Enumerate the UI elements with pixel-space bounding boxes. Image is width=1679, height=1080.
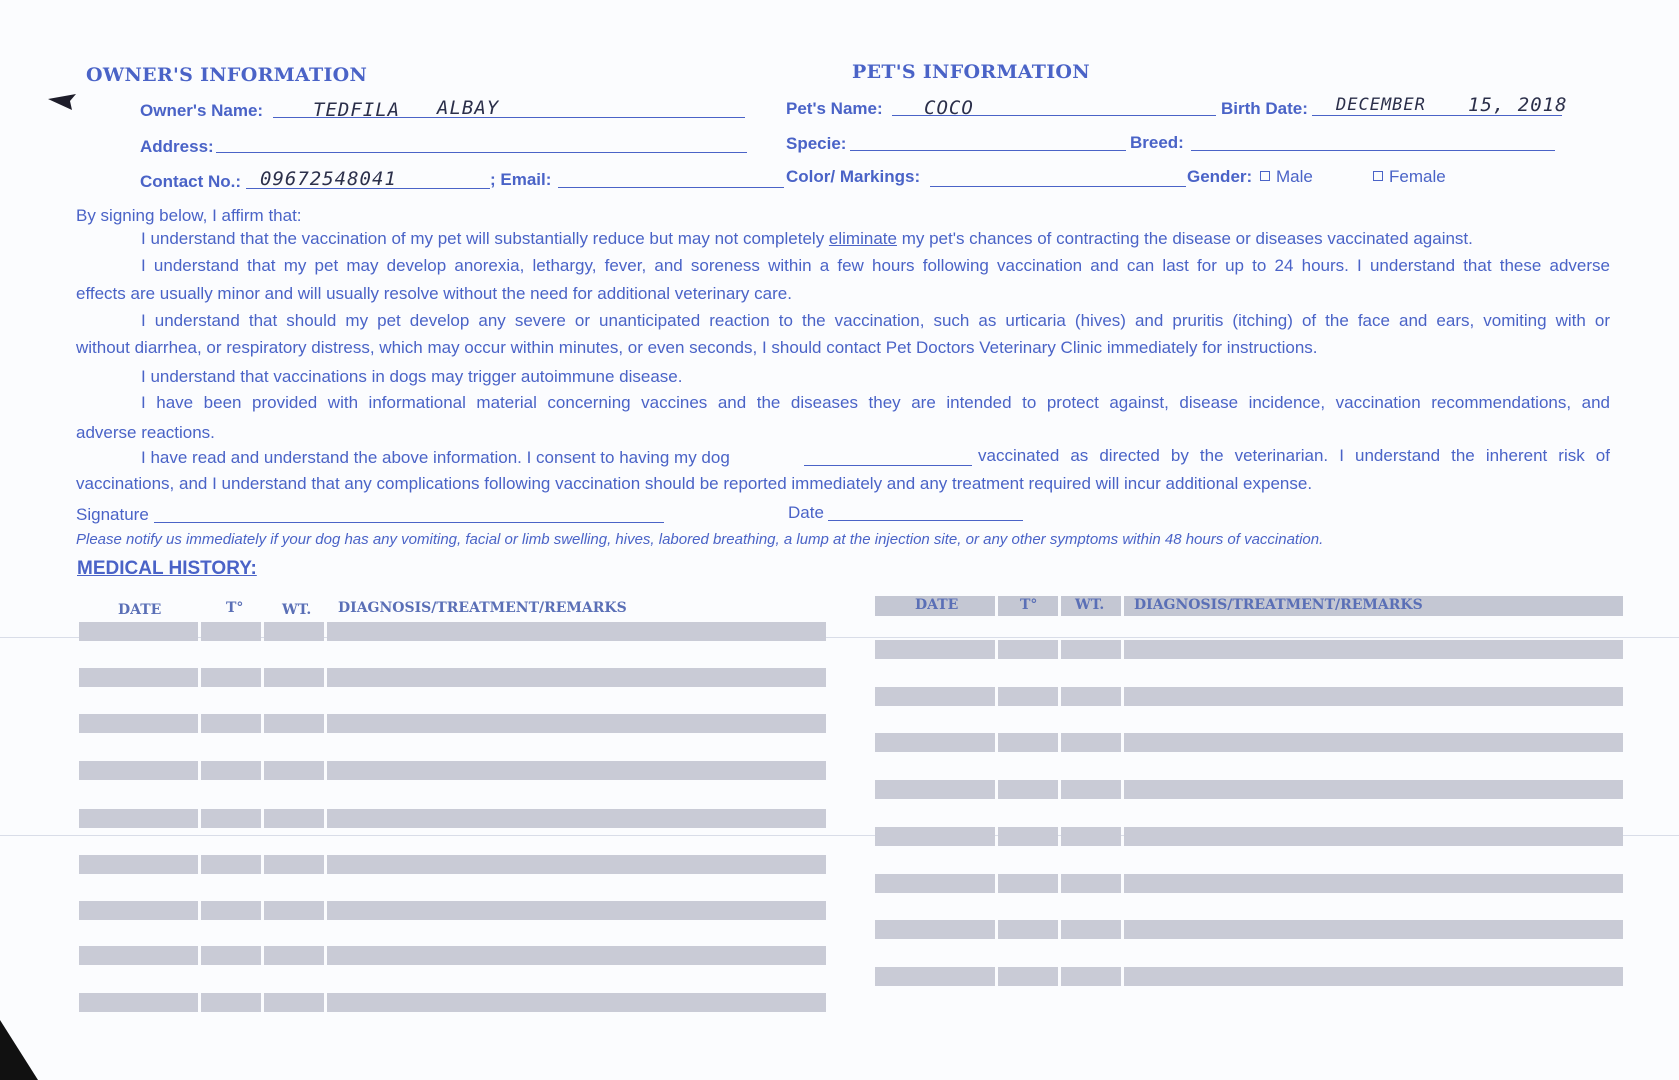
female-checkbox[interactable] xyxy=(1373,171,1383,181)
table-cell[interactable] xyxy=(1124,827,1623,846)
table-row[interactable] xyxy=(875,687,1623,706)
table-cell[interactable] xyxy=(201,668,261,687)
color-markings-label: Color/ Markings: xyxy=(786,167,921,186)
right-table-header xyxy=(875,596,1623,616)
table-cell[interactable] xyxy=(1124,967,1623,986)
birth-date-label: Birth Date: xyxy=(1221,99,1308,118)
table-cell[interactable] xyxy=(79,855,198,874)
table-row[interactable] xyxy=(875,874,1623,893)
table-cell[interactable] xyxy=(1124,920,1623,939)
table-cell[interactable] xyxy=(1061,640,1121,659)
table-cell[interactable] xyxy=(79,946,198,965)
owner-section-title: OWNER'S INFORMATION xyxy=(86,64,368,86)
medical-history-title: MEDICAL HISTORY: xyxy=(77,558,257,579)
table-row[interactable] xyxy=(875,920,1623,939)
left-col-weight: WT. xyxy=(282,602,312,618)
male-checkbox[interactable] xyxy=(1260,171,1270,181)
email-label: ; Email: xyxy=(490,170,552,189)
table-cell[interactable] xyxy=(327,946,826,965)
table-cell[interactable] xyxy=(201,809,261,828)
table-cell[interactable] xyxy=(875,827,995,846)
table-cell[interactable] xyxy=(1061,687,1121,706)
table-cell[interactable] xyxy=(264,809,324,828)
owner-last-name-value: ALBAY xyxy=(437,97,500,119)
date-field[interactable] xyxy=(828,520,1023,521)
table-cell[interactable] xyxy=(327,809,826,828)
address-field[interactable] xyxy=(216,152,747,153)
table-cell[interactable] xyxy=(264,714,324,733)
consent-paragraph-5a: I have been provided with informational material concerning vaccines and the diseases they are intended to protect against, disease incidence, vaccination recommendations, and xyxy=(141,393,1610,412)
table-cell[interactable] xyxy=(264,946,324,965)
date-label: Date xyxy=(788,503,824,522)
gender-label: Gender: xyxy=(1187,167,1253,186)
table-row[interactable] xyxy=(79,809,826,828)
table-cell[interactable] xyxy=(327,668,826,687)
table-cell[interactable] xyxy=(1124,640,1623,659)
table-cell[interactable] xyxy=(1061,827,1121,846)
right-col-diagnosis: DIAGNOSIS/TREATMENT/REMARKS xyxy=(1134,597,1423,613)
table-cell[interactable] xyxy=(1124,733,1623,752)
right-col-weight: WT. xyxy=(1075,597,1105,613)
table-cell[interactable] xyxy=(327,993,826,1012)
table-cell[interactable] xyxy=(1124,687,1623,706)
consent-paragraph-2b: effects are usually minor and will usually resolve without the need for additional veterinary care. xyxy=(76,284,792,303)
table-cell[interactable] xyxy=(201,901,261,920)
table-cell[interactable] xyxy=(79,622,198,641)
pet-name-label: Pet's Name: xyxy=(786,99,883,118)
table-row[interactable] xyxy=(79,622,826,641)
table-cell[interactable] xyxy=(264,668,324,687)
table-cell[interactable] xyxy=(264,761,324,780)
birth-day-year-value: 15, 2018 xyxy=(1468,94,1568,116)
eliminate-link: eliminate xyxy=(828,229,897,248)
table-cell[interactable] xyxy=(79,714,198,733)
table-cell[interactable] xyxy=(875,687,995,706)
table-row[interactable] xyxy=(79,855,826,874)
email-field[interactable] xyxy=(558,187,784,188)
address-label: Address: xyxy=(140,137,214,156)
specie-field[interactable] xyxy=(850,150,1126,151)
table-row[interactable] xyxy=(79,901,826,920)
table-cell[interactable] xyxy=(875,780,995,799)
consent-paragraph-1 xyxy=(141,229,1473,249)
consent-paragraph-6-post: vaccinated as directed by the veterinarian. I understand the inherent risk of xyxy=(978,446,1610,465)
table-cell[interactable] xyxy=(998,920,1058,939)
table-cell[interactable] xyxy=(1061,920,1121,939)
consent-paragraph-6-pre: I have read and understand the above information. I consent to having my dog xyxy=(141,448,730,467)
p1-text-pre: I understand that the vaccination of my pet will substantially reduce but may not completely xyxy=(141,229,829,248)
table-row[interactable] xyxy=(79,761,826,780)
table-cell[interactable] xyxy=(264,622,324,641)
left-col-diagnosis: DIAGNOSIS/TREATMENT/REMARKS xyxy=(338,600,627,616)
owner-first-name-value: TEDFILA xyxy=(313,99,401,121)
table-row[interactable] xyxy=(875,827,1623,846)
table-cell[interactable] xyxy=(998,640,1058,659)
table-cell[interactable] xyxy=(1061,780,1121,799)
consent-paragraph-4: I understand that vaccinations in dogs may trigger autoimmune disease. xyxy=(141,367,683,386)
p1-text-post: my pet's chances of contracting the disease or diseases vaccinated against. xyxy=(896,229,1473,248)
table-cell[interactable] xyxy=(1124,874,1623,893)
table-cell[interactable] xyxy=(264,855,324,874)
gender-male-option[interactable] xyxy=(1260,167,1313,187)
table-cell[interactable] xyxy=(327,901,826,920)
table-cell[interactable] xyxy=(79,901,198,920)
signature-field[interactable] xyxy=(154,522,664,523)
contact-value: 09672548041 xyxy=(260,168,397,190)
table-cell[interactable] xyxy=(264,901,324,920)
table-cell[interactable] xyxy=(264,993,324,1012)
contact-label: Contact No.: xyxy=(140,172,242,191)
table-cell[interactable] xyxy=(998,827,1058,846)
pet-section-title: PET'S INFORMATION xyxy=(852,61,1090,83)
gender-female-option[interactable] xyxy=(1373,167,1446,187)
table-cell[interactable] xyxy=(875,640,995,659)
color-markings-field[interactable] xyxy=(930,186,1186,187)
breed-field[interactable] xyxy=(1191,150,1555,151)
table-cell[interactable] xyxy=(1061,967,1121,986)
table-cell[interactable] xyxy=(201,855,261,874)
consent-paragraph-2a: I understand that my pet may develop anorexia, lethargy, fever, and soreness within a few hours following vaccination and can last for up to 24 hours. I understand that these adverse xyxy=(141,256,1610,275)
specie-label: Specie: xyxy=(786,134,847,153)
table-cell[interactable] xyxy=(79,761,198,780)
table-cell[interactable] xyxy=(998,780,1058,799)
table-cell[interactable] xyxy=(327,761,826,780)
table-row[interactable] xyxy=(875,967,1623,986)
table-cell[interactable] xyxy=(1061,874,1121,893)
consent-paragraph-3a: I understand that should my pet develop any severe or unanticipated reaction to the vaccination, such as urticaria (hives) and pruritis (itching) of the face and ears, vomiting with or xyxy=(141,311,1610,330)
consent-intro: By signing below, I affirm that: xyxy=(76,206,302,225)
table-cell[interactable] xyxy=(875,967,995,986)
breed-label: Breed: xyxy=(1130,133,1184,152)
table-cell[interactable] xyxy=(998,874,1058,893)
right-col-temp: T° xyxy=(1020,597,1038,613)
owner-name-label: Owner's Name: xyxy=(140,101,264,120)
table-cell[interactable] xyxy=(79,809,198,828)
corner-arrow-mark xyxy=(46,90,80,112)
left-col-date: DATE xyxy=(118,602,162,618)
signature-label: Signature xyxy=(76,505,149,524)
table-row[interactable] xyxy=(875,733,1623,752)
table-cell[interactable] xyxy=(327,714,826,733)
consent-paragraph-3b: without diarrhea, or respiratory distress, which may occur within minutes, or even seconds, I should contact Pet Doctors Veterinary Clinic immediately for instructions. xyxy=(76,338,1318,357)
table-row[interactable] xyxy=(79,668,826,687)
table-cell[interactable] xyxy=(201,714,261,733)
table-cell[interactable] xyxy=(998,687,1058,706)
table-cell[interactable] xyxy=(79,993,198,1012)
table-cell[interactable] xyxy=(998,733,1058,752)
page-corner-shadow xyxy=(0,1020,40,1080)
consent-paragraph-5b: adverse reactions. xyxy=(76,423,215,442)
table-cell[interactable] xyxy=(327,855,826,874)
consent-paragraph-6b: vaccinations, and I understand that any complications following vaccination should be reported immediately and any treatment required will incur additional expense. xyxy=(76,474,1313,493)
table-cell[interactable] xyxy=(998,967,1058,986)
birth-month-value: DECEMBER xyxy=(1336,95,1426,115)
table-cell[interactable] xyxy=(201,993,261,1012)
notice-text: Please notify us immediately if your dog has any vomiting, facial or limb swelling, hives, labored breathing, a lump at the injection site, or any other symptoms within 48 hours of vaccination. xyxy=(76,531,1324,548)
table-cell[interactable] xyxy=(875,874,995,893)
table-cell[interactable] xyxy=(327,622,826,641)
pet-name-value: COCO xyxy=(924,97,974,119)
table-row[interactable] xyxy=(79,714,826,733)
female-label: Female xyxy=(1389,167,1446,186)
table-cell[interactable] xyxy=(875,733,995,752)
table-row[interactable] xyxy=(79,993,826,1012)
table-cell[interactable] xyxy=(201,761,261,780)
table-cell[interactable] xyxy=(79,668,198,687)
table-row[interactable] xyxy=(875,780,1623,799)
table-cell[interactable] xyxy=(201,946,261,965)
table-row[interactable] xyxy=(79,946,826,965)
right-col-date: DATE xyxy=(915,597,959,613)
table-cell[interactable] xyxy=(1124,780,1623,799)
table-cell[interactable] xyxy=(201,622,261,641)
male-label: Male xyxy=(1276,167,1313,186)
table-cell[interactable] xyxy=(1061,733,1121,752)
table-cell[interactable] xyxy=(875,920,995,939)
table-row[interactable] xyxy=(875,640,1623,659)
dog-name-field[interactable] xyxy=(804,465,972,466)
left-col-temp: T° xyxy=(226,600,244,616)
